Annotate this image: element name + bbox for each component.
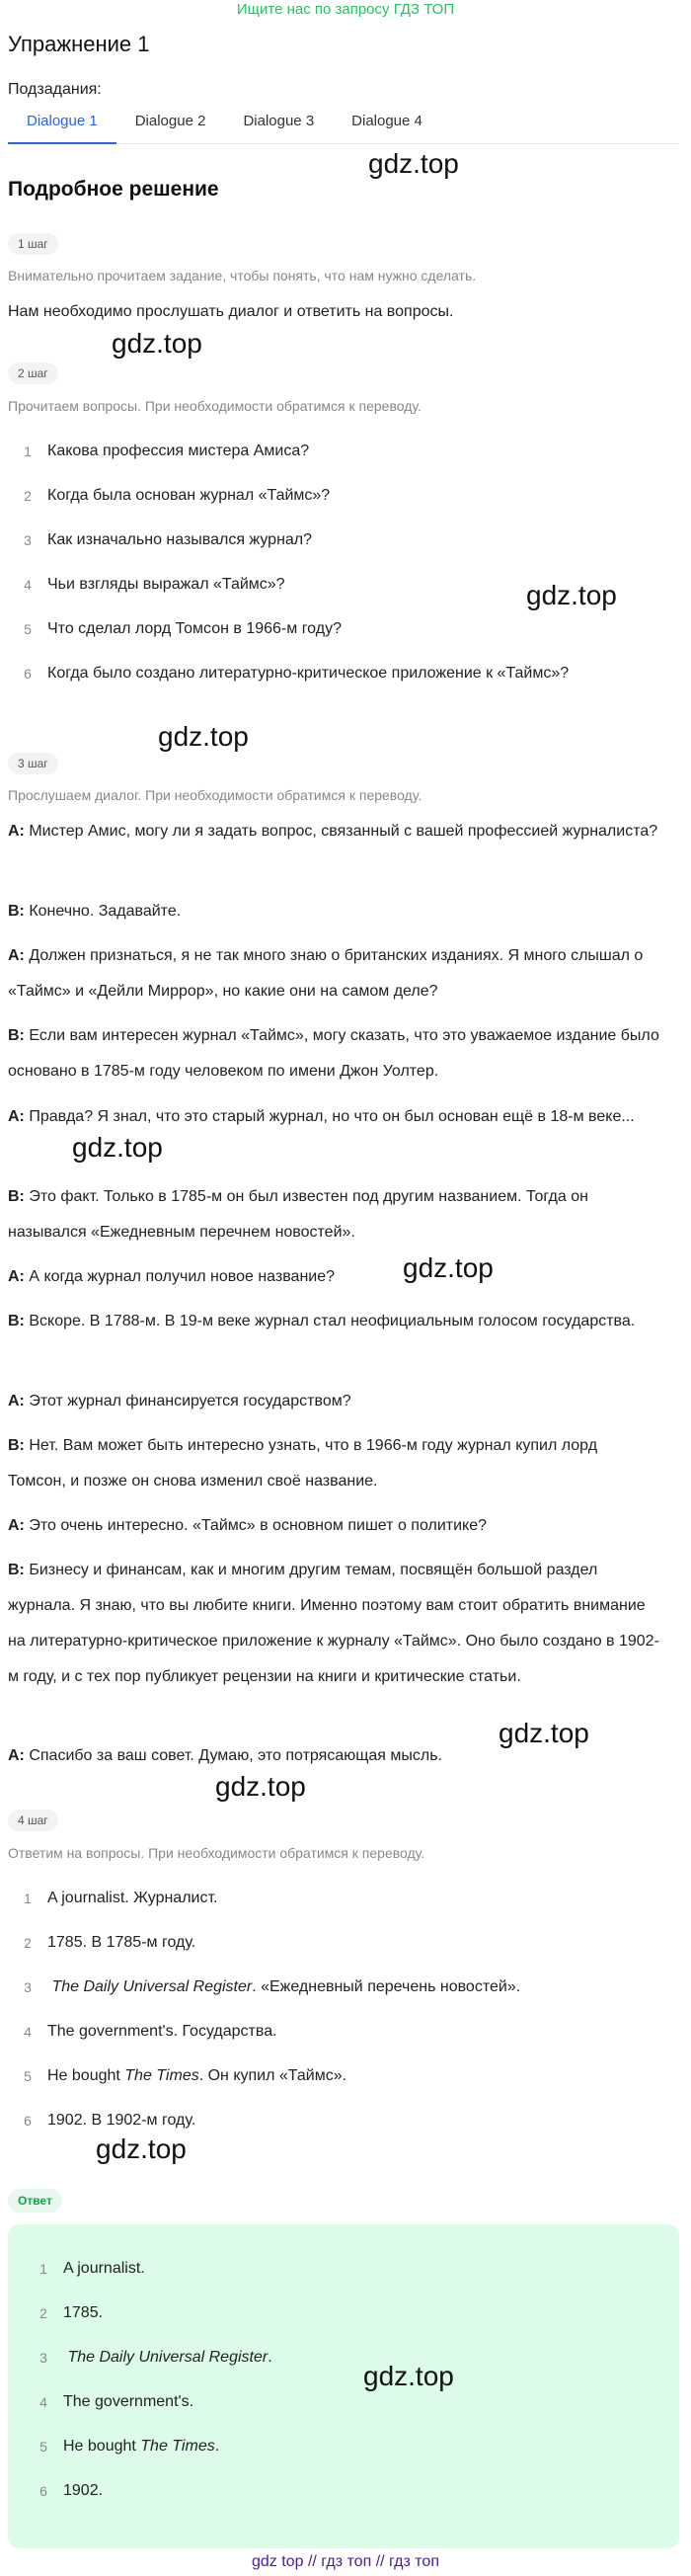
list-item: 3 The Daily Universal Register . «Ежедневный перечень новостей».: [24, 1977, 521, 1995]
tab-dialogue-1[interactable]: Dialogue 1: [8, 107, 116, 144]
step-badge: 1 шаг: [8, 233, 58, 255]
step-hint: Внимательно прочитаем задание, чтобы понять, что нам нужно сделать.: [8, 268, 477, 283]
answers-list: [8, 1876, 679, 2142]
step-badge: 2 шаг: [8, 362, 58, 384]
list-item: 4 The government's. Государства.: [24, 2022, 277, 2040]
list-item: 6 Когда было создано литературно-критическое приложение к «Таймс»?: [24, 664, 570, 682]
dialogue-line: A: А когда журнал получил новое название?: [8, 1268, 336, 1285]
watermark: gdz.top: [158, 721, 249, 752]
watermark: gdz.top: [215, 1771, 306, 1802]
answer-badge: Ответ: [8, 2189, 62, 2213]
list-item: 1 Какова профессия мистера Амиса?: [24, 442, 310, 459]
dialogue-line: A: Это очень интересно. «Таймс» в основном пишет о политике?: [8, 1517, 488, 1534]
step-hint: Ответим на вопросы. При необходимости обратимся к переводу.: [8, 1845, 425, 1861]
dialogue-line: B: Нет. Вам может быть интересно узнать, что в 1966-м году журнал купил лорд Томсон, и позже он снова изменил своё название.: [8, 1437, 598, 1489]
watermark: gdz.top: [499, 1718, 589, 1748]
list-item: 4 Чьи взгляды выражал «Таймс»?: [24, 575, 285, 593]
dialogue-line: B: Это факт. Только в 1785-м он был известен под другим названием. Тогда он назывался «Ежедневным перечнем новостей».: [8, 1188, 588, 1241]
list-item: 3 Как изначально назывался журнал?: [24, 530, 313, 548]
page-title: Упражнение 1: [8, 32, 150, 56]
answer-box: [8, 2224, 679, 2548]
footer-links: [0, 2553, 691, 2571]
list-item: 1 A journalist.: [39, 2259, 145, 2277]
watermark: gdz.top: [363, 2361, 454, 2391]
section-title: Подробное решение: [8, 178, 219, 201]
list-item: 6 1902.: [39, 2481, 104, 2499]
dialogue-line: A: Должен признаться, я не так много знаю о британских изданиях. Я много слышал о «Таймс» и «Дейли Миррор», но какие они на самом деле?: [8, 947, 644, 1000]
dialogue-line: B: Бизнесу и финансам, как и многим другим темам, посвящён большой раздел журнала. Я знаю, что вы любите книги. Именно поэтому вам стоит обратить внимание на литературно-критическое приложение к журналу «Таймс». Оно было создано в 1902-м году, и с тех пор публикует рецензии на книги и критические статьи.: [8, 1562, 659, 1685]
dialogue-line: A: Правда? Я знал, что это старый журнал, но что он был основан ещё в 18-м веке...: [8, 1108, 635, 1125]
list-item: 5 He bought The Times .: [39, 2437, 220, 2455]
questions-list: [8, 429, 679, 695]
list-item: 1 A journalist. Журналист.: [24, 1889, 218, 1906]
tab-dialogue-3[interactable]: Dialogue 3: [243, 113, 315, 129]
subtasks-label: Подзадания:: [8, 81, 102, 98]
subtask-tabs: [8, 107, 679, 144]
dialogue-line: B: Если вам интересен журнал «Таймс», могу сказать, что это уважаемое издание было основано в 1785-м году человеком по имени Джон Уолтер.: [8, 1027, 659, 1080]
list-item: 2 Когда была основан журнал «Таймс»?: [24, 486, 331, 504]
footer-link[interactable]: гдз топ: [389, 2553, 439, 2570]
list-item: 5 He bought The Times . Он купил «Таймс».: [24, 2066, 347, 2084]
step-hint: Прочитаем вопросы. При необходимости обратимся к переводу.: [8, 398, 422, 414]
watermark: gdz.top: [112, 328, 202, 359]
step-text: Нам необходимо прослушать диалог и ответить на вопросы.: [8, 303, 454, 320]
tab-dialogue-2[interactable]: Dialogue 2: [134, 113, 206, 129]
watermark: gdz.top: [72, 1132, 163, 1163]
list-item: 4 The government's.: [39, 2392, 194, 2410]
dialogue-line: B: Вскоре. В 1788-м. В 19-м веке журнал стал неофициальным голосом государства.: [8, 1313, 636, 1329]
top-banner[interactable]: Ищите нас по запросу ГДЗ ТОП: [236, 1, 455, 18]
watermark: gdz.top: [368, 148, 459, 179]
dialogue-line: B: Конечно. Задавайте.: [8, 903, 182, 920]
tab-dialogue-4[interactable]: Dialogue 4: [351, 113, 422, 129]
dialogue-line: A: Спасибо за ваш совет. Думаю, это потрясающая мысль.: [8, 1747, 442, 1764]
watermark: gdz.top: [526, 580, 617, 610]
dialogue-line: A: Мистер Амис, могу ли я задать вопрос, связанный с вашей профессией журналиста?: [8, 823, 658, 840]
watermark: gdz.top: [403, 1252, 494, 1283]
final-answers-list: [24, 2246, 655, 2513]
list-item: 5 Что сделал лорд Томсон в 1966-м году?: [24, 619, 342, 637]
watermark: gdz.top: [96, 2133, 187, 2164]
footer-separator: //: [375, 2553, 385, 2570]
footer-separator: //: [307, 2553, 317, 2570]
list-item: 2 1785. В 1785-м году.: [24, 1933, 196, 1951]
step-badge: 4 шаг: [8, 1810, 58, 1831]
step-badge: 3 шаг: [8, 753, 58, 774]
footer-link[interactable]: gdz top: [252, 2553, 304, 2570]
list-item: 6 1902. В 1902-м году.: [24, 2111, 196, 2129]
footer-link[interactable]: гдз топ: [321, 2553, 372, 2570]
list-item: 3 The Daily Universal Register .: [39, 2348, 272, 2366]
dialogue-line: A: Этот журнал финансируется государством?: [8, 1393, 351, 1409]
list-item: 2 1785.: [39, 2303, 104, 2321]
step-hint: Прослушаем диалог. При необходимости обратимся к переводу.: [8, 787, 422, 803]
